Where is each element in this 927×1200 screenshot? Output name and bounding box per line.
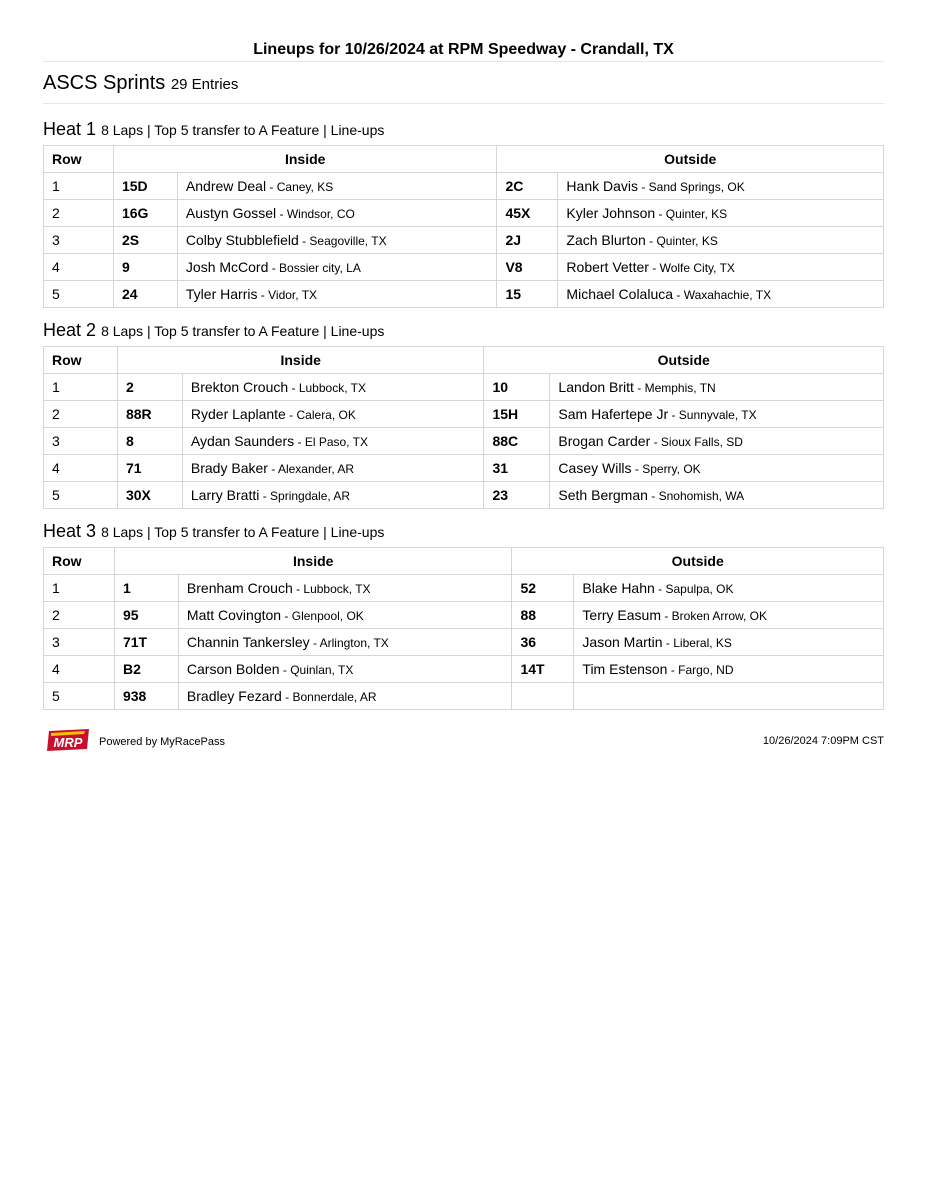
heat-name: Heat 2 <box>43 320 97 340</box>
inside-driver-cell <box>182 428 484 455</box>
inside-car-number: 88R <box>117 401 182 428</box>
inside-car-number: 30X <box>117 482 182 509</box>
heat-heading <box>43 119 384 140</box>
row-number: 1 <box>44 374 118 401</box>
divider <box>43 61 884 62</box>
outside-car-number: 2J <box>497 227 558 254</box>
generated-timestamp: 10/26/2024 7:09PM CST <box>762 735 884 747</box>
outside-driver-cell <box>550 401 884 428</box>
heat-heading <box>43 320 384 341</box>
table-row <box>44 254 884 281</box>
driver-name: Ryder Laplante <box>190 406 286 422</box>
driver-hometown: - Seagoville, TX <box>298 234 387 248</box>
row-number: 3 <box>44 629 115 656</box>
driver-name: Channin Tankersley <box>186 634 310 650</box>
row-number: 4 <box>44 455 118 482</box>
row-number: 1 <box>44 575 115 602</box>
driver-name: Landon Britt <box>558 379 634 395</box>
inside-column-header: Inside <box>117 347 484 374</box>
driver-name: Brady Baker <box>190 460 268 476</box>
driver-hometown: - Lubbock, TX <box>288 381 366 395</box>
outside-column-header: Outside <box>512 548 884 575</box>
outside-driver-cell <box>558 254 884 281</box>
driver-name: Terry Easum <box>582 607 661 623</box>
class-heading <box>43 72 238 95</box>
outside-column-header: Outside <box>484 347 884 374</box>
logo-text: MRP <box>53 735 83 750</box>
driver-name: Casey Wills <box>558 460 632 476</box>
outside-driver-cell <box>558 200 884 227</box>
driver-name: Seth Bergman <box>558 487 648 503</box>
inside-driver-cell <box>178 575 512 602</box>
driver-hometown: - Quinlan, TX <box>279 663 354 677</box>
outside-driver-cell <box>558 227 884 254</box>
driver-name: Hank Davis <box>566 178 639 194</box>
inside-car-number: 95 <box>114 602 178 629</box>
myracepass-logo-icon <box>45 727 91 753</box>
outside-driver-cell <box>574 629 884 656</box>
inside-driver-cell <box>177 281 497 308</box>
driver-hometown: - Vidor, TX <box>257 288 318 302</box>
inside-car-number: B2 <box>114 656 178 683</box>
outside-driver-cell <box>574 656 884 683</box>
driver-hometown: - Waxahachie, TX <box>673 288 772 302</box>
table-row <box>44 200 884 227</box>
inside-driver-cell <box>182 401 484 428</box>
driver-name: Brekton Crouch <box>190 379 289 395</box>
driver-hometown: - Sunnyvale, TX <box>668 408 757 422</box>
table-row <box>44 428 884 455</box>
entry-count: 29 Entries <box>170 76 239 93</box>
driver-hometown: - Sand Springs, OK <box>638 180 745 194</box>
outside-column-header: Outside <box>497 146 884 173</box>
driver-hometown: - Calera, OK <box>285 408 356 422</box>
driver-name: Kyler Johnson <box>566 205 656 221</box>
inside-driver-cell <box>177 227 497 254</box>
table-row <box>44 482 884 509</box>
driver-hometown: - Sperry, OK <box>631 462 701 476</box>
row-number: 4 <box>44 254 114 281</box>
inside-car-number: 16G <box>113 200 177 227</box>
driver-name: Carson Bolden <box>186 661 280 677</box>
table-row <box>44 602 884 629</box>
outside-car-number: 36 <box>512 629 574 656</box>
driver-hometown: - Sioux Falls, SD <box>650 435 743 449</box>
inside-car-number: 1 <box>114 575 178 602</box>
driver-name: Jason Martin <box>582 634 663 650</box>
driver-name: Colby Stubblefield <box>185 232 299 248</box>
class-name: ASCS Sprints <box>43 72 166 94</box>
table-row <box>44 281 884 308</box>
outside-car-number: 88 <box>512 602 574 629</box>
footer <box>43 725 884 755</box>
row-column-header: Row <box>44 548 115 575</box>
divider <box>43 103 884 104</box>
driver-hometown: - El Paso, TX <box>294 435 368 449</box>
driver-hometown: - Quinter, KS <box>655 207 728 221</box>
driver-name: Blake Hahn <box>582 580 655 596</box>
driver-name: Matt Covington <box>186 607 282 623</box>
row-number: 3 <box>44 227 114 254</box>
row-number: 5 <box>44 482 118 509</box>
driver-name: Zach Blurton <box>566 232 646 248</box>
row-column-header: Row <box>44 146 114 173</box>
driver-hometown: - Fargo, ND <box>667 663 734 677</box>
row-column-header: Row <box>44 347 118 374</box>
heat-info: 8 Laps | Top 5 transfer to A Feature | Line-ups <box>101 122 385 138</box>
outside-car-number: 2C <box>497 173 558 200</box>
inside-driver-cell <box>178 629 512 656</box>
inside-driver-cell <box>182 455 484 482</box>
inside-driver-cell <box>178 656 512 683</box>
driver-hometown: - Liberal, KS <box>662 636 732 650</box>
driver-hometown: - Glenpool, OK <box>281 609 364 623</box>
driver-hometown: - Sapulpa, OK <box>654 582 734 596</box>
table-row <box>44 374 884 401</box>
inside-driver-cell <box>177 254 497 281</box>
driver-hometown: - Wolfe City, TX <box>648 261 735 275</box>
driver-hometown: - Bossier city, LA <box>268 261 361 275</box>
driver-hometown: - Bonnerdale, AR <box>281 690 377 704</box>
driver-name: Josh McCord <box>185 259 269 275</box>
inside-car-number: 15D <box>113 173 177 200</box>
outside-car-number: 15H <box>484 401 550 428</box>
table-row <box>44 656 884 683</box>
driver-hometown: - Broken Arrow, OK <box>660 609 768 623</box>
row-number: 5 <box>44 683 115 710</box>
outside-car-number: V8 <box>497 254 558 281</box>
table-row <box>44 173 884 200</box>
driver-name: Tyler Harris <box>185 286 258 302</box>
driver-name: Brogan Carder <box>558 433 651 449</box>
outside-car-number: 15 <box>497 281 558 308</box>
row-number: 4 <box>44 656 115 683</box>
driver-name: Robert Vetter <box>566 259 649 275</box>
driver-name: Larry Bratti <box>190 487 260 503</box>
inside-car-number: 24 <box>113 281 177 308</box>
driver-hometown: - Snohomish, WA <box>647 489 745 503</box>
outside-driver-cell <box>574 602 884 629</box>
inside-car-number: 8 <box>117 428 182 455</box>
driver-hometown: - Caney, KS <box>266 180 334 194</box>
outside-car-number: 10 <box>484 374 550 401</box>
outside-driver-cell <box>574 575 884 602</box>
heat-table <box>43 346 884 509</box>
row-number: 1 <box>44 173 114 200</box>
inside-driver-cell <box>182 482 484 509</box>
inside-car-number: 2 <box>117 374 182 401</box>
driver-name: Michael Colaluca <box>566 286 674 302</box>
driver-hometown: - Springdale, AR <box>259 489 351 503</box>
heat-table <box>43 145 884 308</box>
outside-car-number: 52 <box>512 575 574 602</box>
heat-table <box>43 547 884 710</box>
inside-driver-cell <box>182 374 484 401</box>
driver-name: Andrew Deal <box>185 178 267 194</box>
page-title: Lineups for 10/26/2024 at RPM Speedway - Crandall, TX <box>253 41 674 58</box>
heat-heading <box>43 521 384 542</box>
table-row <box>44 683 884 710</box>
driver-name: Sam Hafertepe Jr <box>558 406 669 422</box>
outside-car-number: 31 <box>484 455 550 482</box>
outside-driver-cell <box>550 374 884 401</box>
inside-driver-cell <box>178 683 512 710</box>
driver-name: Austyn Gossel <box>185 205 277 221</box>
outside-driver-cell <box>558 281 884 308</box>
inside-driver-cell <box>177 173 497 200</box>
inside-car-number: 938 <box>114 683 178 710</box>
table-row <box>44 227 884 254</box>
outside-car-number: 14T <box>512 656 574 683</box>
row-number: 2 <box>44 200 114 227</box>
driver-hometown: - Windsor, CO <box>276 207 355 221</box>
table-row <box>44 455 884 482</box>
outside-driver-cell <box>550 455 884 482</box>
row-number: 2 <box>44 401 118 428</box>
row-number: 3 <box>44 428 118 455</box>
outside-driver-cell <box>550 482 884 509</box>
inside-car-number: 71 <box>117 455 182 482</box>
driver-hometown: - Lubbock, TX <box>292 582 371 596</box>
table-row <box>44 401 884 428</box>
table-row <box>44 575 884 602</box>
driver-name: Brenham Crouch <box>186 580 293 596</box>
outside-driver-cell <box>558 173 884 200</box>
row-number: 5 <box>44 281 114 308</box>
powered-by-text: Powered by MyRacePass <box>99 736 225 748</box>
inside-column-header: Inside <box>113 146 497 173</box>
outside-car-number: 45X <box>497 200 558 227</box>
inside-car-number: 71T <box>114 629 178 656</box>
inside-column-header: Inside <box>114 548 512 575</box>
outside-driver-cell <box>574 683 884 710</box>
heat-name: Heat 3 <box>43 521 97 541</box>
driver-hometown: - Memphis, TN <box>633 381 716 395</box>
heat-info: 8 Laps | Top 5 transfer to A Feature | Line-ups <box>101 524 385 540</box>
outside-car-number: 23 <box>484 482 550 509</box>
inside-car-number: 2S <box>113 227 177 254</box>
inside-driver-cell <box>178 602 512 629</box>
driver-hometown: - Alexander, AR <box>267 462 354 476</box>
inside-car-number: 9 <box>113 254 177 281</box>
table-row <box>44 629 884 656</box>
heat-name: Heat 1 <box>43 119 97 139</box>
driver-name: Bradley Fezard <box>186 688 282 704</box>
driver-hometown: - Arlington, TX <box>309 636 389 650</box>
outside-driver-cell <box>550 428 884 455</box>
row-number: 2 <box>44 602 115 629</box>
driver-name: Aydan Saunders <box>190 433 295 449</box>
outside-car-number <box>512 683 574 710</box>
heat-info: 8 Laps | Top 5 transfer to A Feature | Line-ups <box>101 323 385 339</box>
outside-car-number: 88C <box>484 428 550 455</box>
driver-hometown: - Quinter, KS <box>645 234 718 248</box>
driver-name: Tim Estenson <box>582 661 668 677</box>
inside-driver-cell <box>177 200 497 227</box>
